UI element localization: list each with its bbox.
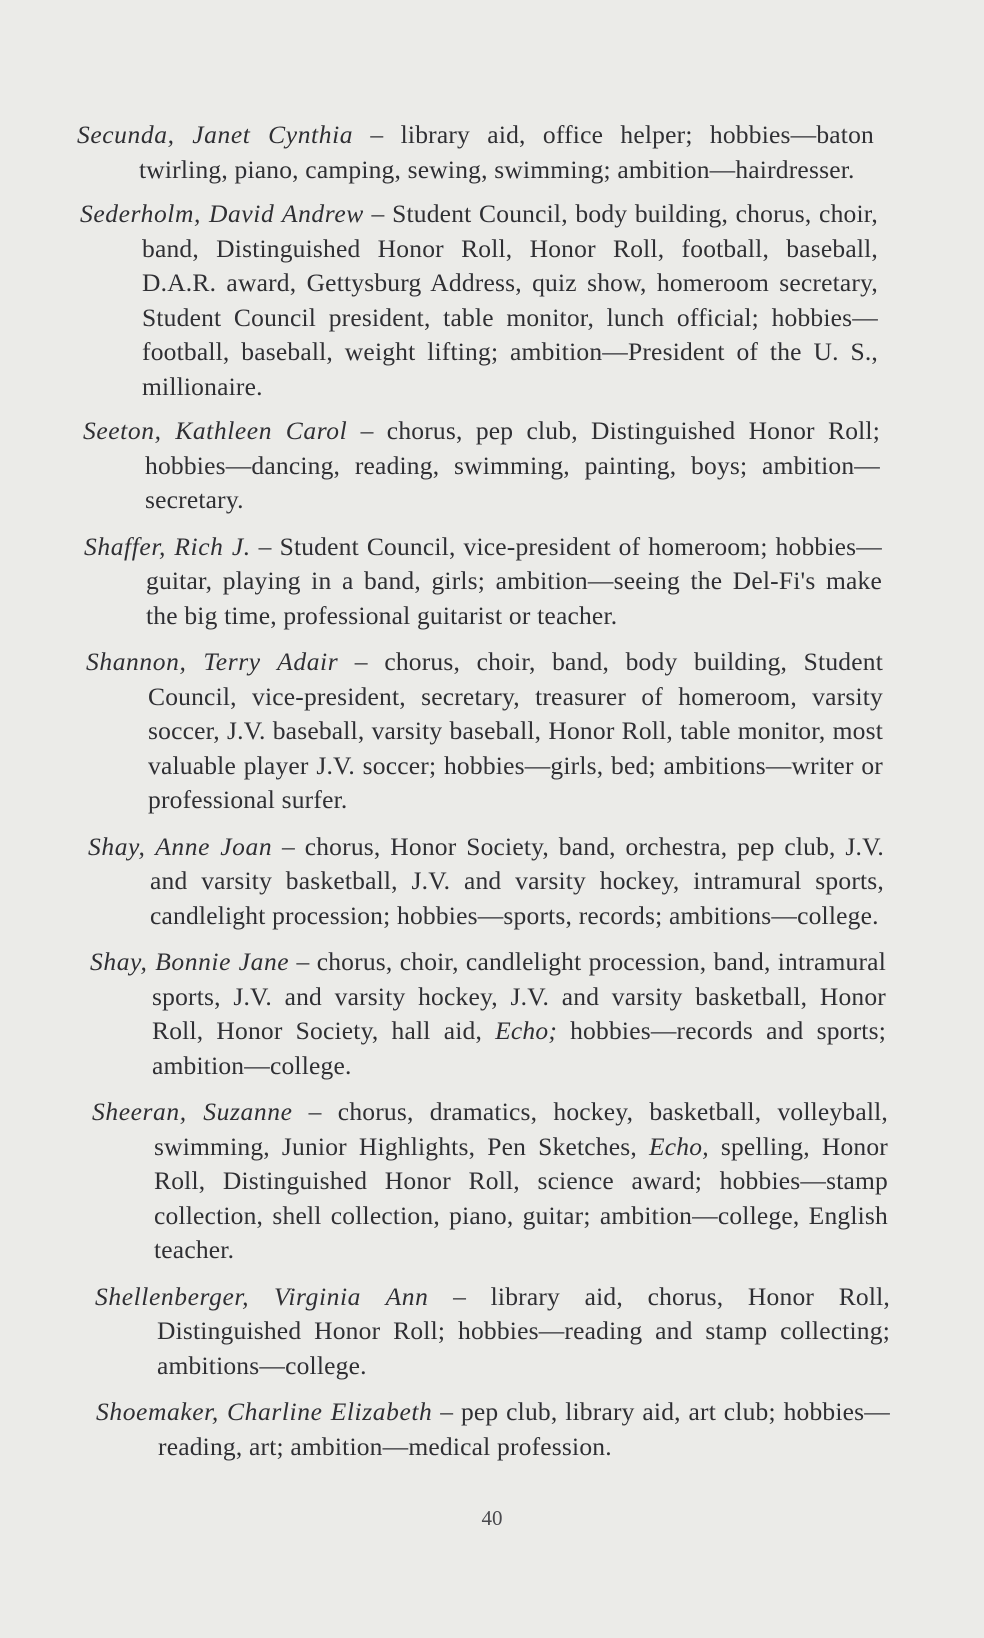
senior-entry: Shannon, Terry Adair – chorus, choir, band, body building, Student Council, vice-president, secretary, treasurer of homeroom, varsity soccer, J.V. baseball, varsity baseball, Honor Roll, table monitor, most valuable player J.V. soccer; hobbies—girls, bed; ambitions—writer or professional surfer. — [86, 647, 883, 814]
student-name: Shannon, Terry Adair — [86, 647, 339, 676]
student-name: Shaffer, Rich J. — [84, 531, 251, 561]
senior-entry: Sheeran, Suzanne – chorus, dramatics, hockey, basketball, volleyball, swimming, Junior Highlights, Pen Sketches, Echo, spelling, Honor Roll, Distinguished Honor Roll, science award; hobbies—stamp collection, shell collection, piano, guitar; ambition—college, English teacher. — [92, 1097, 888, 1264]
senior-entry: Shay, Bonnie Jane – chorus, choir, candlelight procession, band, intramural sports, J.V. and varsity hockey, J.V. and varsity basketball, Honor Roll, Honor Society, hall aid, Echo; hobbies—records and sports; ambition—college. — [90, 947, 887, 1080]
student-name: Sederholm, David Andrew — [80, 199, 364, 228]
student-activities: chorus, Honor Society, band, orchestra, pep club, J.V. and varsity basketball, J.V. and varsity hockey, intramural sports, candlelight procession; hobbies—sports, records; ambitions—college. — [150, 831, 884, 930]
student-activities: Student Council, vice-president of homeroom; hobbies—guitar, playing in a band, girls; ambition—seeing the Del-Fi's make the big time, professional guitarist or teacher. — [146, 531, 882, 630]
student-activities: chorus, choir, band, body building, Student Council, vice-president, secretary, treasurer of homeroom, varsity soccer, J.V. baseball, varsity baseball, Honor Roll, table monitor, most valuable player J.V. soccer; hobbies—girls, bed; ambitions—writer or professional surfer. — [148, 647, 883, 814]
student-activities: chorus, pep club, Distinguished Honor Roll; hobbies—dancing, reading, swimming, painting, boys; ambition—secretary. — [145, 416, 880, 514]
student-name: Shoemaker, Charline Elizabeth — [96, 1397, 433, 1426]
page-number: 40 — [481, 1506, 503, 1530]
student-name: Shellenberger, Virginia Ann — [95, 1281, 429, 1311]
senior-entry: Seeton, Kathleen Carol – chorus, pep club, Distinguished Honor Roll; hobbies—dancing, reading, swimming, painting, boys; ambition—secretary. — [83, 416, 880, 514]
student-activities: Student Council, body building, chorus, choir, band, Distinguished Honor Roll, Honor Roll, football, baseball, D.A.R. award, Gettysburg Address, quiz show, homeroom secretary, Student Council president, table monitor, lunch official; hobbies—football, baseball, weight lifting; ambition—President of the U. S., millionaire. — [142, 199, 878, 401]
senior-entry: Shellenberger, Virginia Ann – library aid, chorus, Honor Roll, Distinguished Honor Roll; hobbies—reading and stamp collecting; ambitions—college. — [95, 1281, 891, 1380]
student-name: Seeton, Kathleen Carol — [83, 416, 348, 445]
student-activities: pep club, library aid, art club; hobbies—reading, art; ambition—medical profession. — [158, 1397, 890, 1461]
senior-entry: Secunda, Janet Cynthia – library aid, office helper; hobbies—baton twirling, piano, camping, sewing, swimming; ambition—hairdresser. — [77, 120, 874, 184]
student-name: Secunda, Janet Cynthia — [77, 120, 354, 149]
student-activities: library aid, office helper; hobbies—baton twirling, piano, camping, sewing, swimming; ambition—hairdresser. — [139, 120, 874, 184]
student-name: Shay, Bonnie Jane — [90, 947, 290, 976]
senior-entry: Shaffer, Rich J. – Student Council, vice-president of homeroom; hobbies—guitar, playing in a band, girls; ambition—seeing the Del-Fi's make the big time, professional guitarist or teacher. — [84, 531, 882, 630]
echo-publication-title: Echo, — [649, 1131, 709, 1161]
student-name: Shay, Anne Joan — [88, 831, 273, 861]
senior-entries-list — [0, 118, 984, 1464]
student-name: Sheeran, Suzanne — [92, 1097, 293, 1126]
student-activities: chorus, dramatics, hockey, basketball, volleyball, swimming, Junior Highlights, Pen Sketches, Echo, spelling, Honor Roll, Distinguished Honor Roll, science award; hobbies—stamp collection, shell collection, piano, guitar; ambition—college, English teacher. — [154, 1097, 888, 1264]
student-activities: chorus, choir, candlelight procession, band, intramural sports, J.V. and varsity hockey, J.V. and varsity basketball, Honor Roll, Honor Society, hall aid, Echo; hobbies—records and sports; ambition—college. — [152, 947, 887, 1080]
echo-publication-title: Echo; — [495, 1016, 558, 1045]
senior-entry: Shoemaker, Charline Elizabeth – pep club, library aid, art club; hobbies—reading, art; ambition—medical profession. — [96, 1397, 890, 1461]
senior-entry: Sederholm, David Andrew – Student Council, body building, chorus, choir, band, Distinguished Honor Roll, Honor Roll, football, baseball, D.A.R. award, Gettysburg Address, quiz show, homeroom secretary, Student Council president, table monitor, lunch official; hobbies—football, baseball, weight lifting; ambition—President of the U. S., millionaire. — [80, 199, 878, 401]
student-activities: library aid, chorus, Honor Roll, Distinguished Honor Roll; hobbies—reading and stamp collecting; ambitions—college. — [157, 1281, 891, 1380]
senior-entry: Shay, Anne Joan – chorus, Honor Society, band, orchestra, pep club, J.V. and varsity basketball, J.V. and varsity hockey, intramural sports, candlelight procession; hobbies—sports, records; ambitions—college. — [88, 831, 884, 930]
